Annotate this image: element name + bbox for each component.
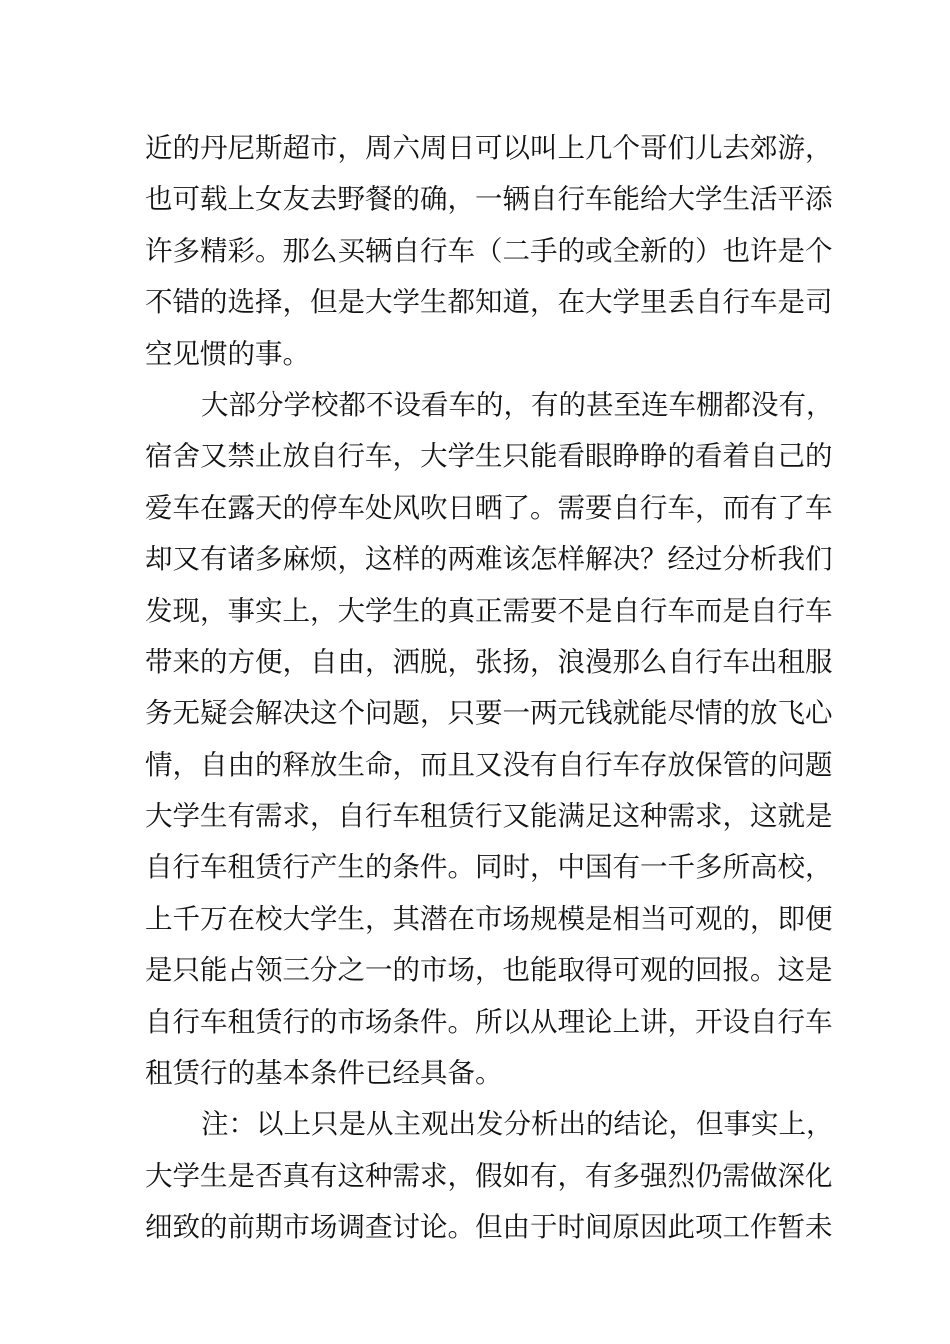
text-line: 也可载上女友去野餐的确，一辆自行车能给大学生活平添 <box>145 183 833 216</box>
text-line: 许多精彩。那么买辆自行车（二手的或全新的）也许是个 <box>145 234 833 267</box>
text-line: 近的丹尼斯超市，周六周日可以叫上几个哥们儿去郊游， <box>145 132 833 164</box>
text-line: 租赁行的基本条件已经具备。 <box>145 1057 503 1090</box>
text-line: 却又有诸多麻烦，这样的两难该怎样解决？经过分析我们 <box>145 543 833 576</box>
text-line: 是只能占领三分之一的市场，也能取得可观的回报。这是 <box>145 954 833 987</box>
text-line: 爱车在露天的停车处风吹日晒了。需要自行车，而有了车 <box>145 491 833 524</box>
text-line: 大学生是否真有这种需求，假如有，有多强烈仍需做深化 <box>145 1159 833 1192</box>
text-line: 带来的方便，自由，洒脱，张扬，浪漫那么自行车出租服 <box>145 645 833 678</box>
text-line: 自行车租赁行产生的条件。同时，中国有一千多所高校， <box>145 851 833 884</box>
body-text <box>145 127 834 1258</box>
note-start-line: 注：以上只是从主观出发分析出的结论，但事实上， <box>201 1108 834 1141</box>
text-line: 宿舍又禁止放自行车，大学生只能看眼睁睁的看着自己的 <box>145 440 833 473</box>
text-line: 上千万在校大学生，其潜在市场规模是相当可观的，即便 <box>145 902 833 935</box>
text-line: 空见惯的事。 <box>145 337 310 370</box>
text-line: 不错的选择，但是大学生都知道，在大学里丢自行车是司 <box>145 286 833 319</box>
text-line: 细致的前期市场调查讨论。但由于时间原因此项工作暂未 <box>145 1211 833 1244</box>
text-line: 大学生有需求，自行车租赁行又能满足这种需求，这就是 <box>145 800 833 833</box>
text-line: 自行车租赁行的市场条件。所以从理论上讲，开设自行车 <box>145 1005 833 1038</box>
paragraph-start-line: 大部分学校都不设看车的，有的甚至连车棚都没有， <box>201 388 834 421</box>
text-line: 务无疑会解决这个问题，只要一两元钱就能尽情的放飞心 <box>145 697 833 730</box>
text-line: 情，自由的释放生命，而且又没有自行车存放保管的问题 <box>145 748 833 781</box>
text-line: 发现，事实上，大学生的真正需要不是自行车而是自行车 <box>145 594 833 627</box>
